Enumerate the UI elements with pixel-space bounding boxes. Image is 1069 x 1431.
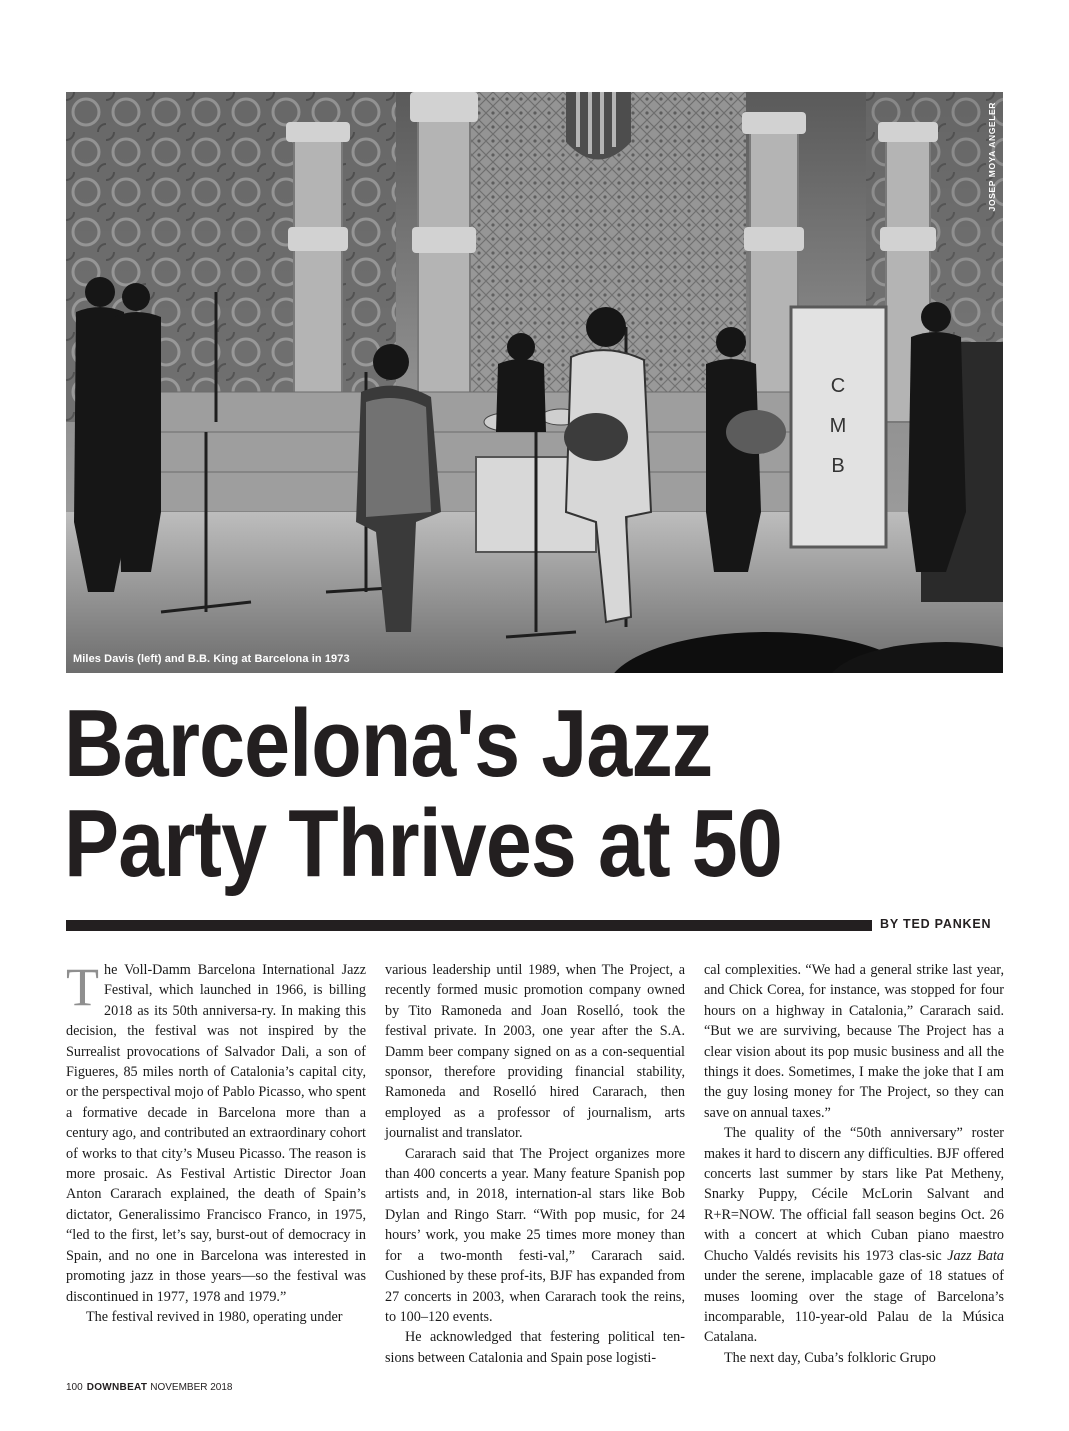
body-column-2 <box>385 960 685 1368</box>
paragraph: Cararach said that The Project organizes more than 400 concerts a year. Many feature Spanish pop artists and, in 2018, internation-al stars like Bob Dylan and Ringo Starr. “With pop music, for 24 hours’ work, you make 25 times more money than for a two-month festi-val,” Cararach said. Cushioned by these prof-its, BJF has expanded from 27 concerts in 2003, when Cararach took the reins, to 100–120 events. <box>385 1145 685 1325</box>
page-number: 100 <box>66 1382 83 1393</box>
issue-date: NOVEMBER 2018 <box>150 1382 233 1393</box>
photo-credit: JOSEP MOYA ANGELER <box>987 102 997 212</box>
paragraph: various leadership until 1989, when The Project, a recently formed music promotion company owned by Tito Ramoneda and Joan Roselló, took the festival private. In 2003, one year after the S.A. Damm beer company signed on as a con-sequential sponsor, therefore providing financial stability, Ramoneda and Roselló hired Cararach, then employed as a professor of journalism, arts journalist and translator. <box>385 962 685 1142</box>
paragraph-text: under the serene, implacable gaze of 18 statues of muses looming over the stage of Barcelona’s incomparable, 110-year-old Palau de la Música Catalana. <box>704 1268 1004 1346</box>
body-column-3 <box>704 960 1004 1368</box>
speaker-letter-2: M <box>829 415 847 437</box>
headline-line-2: Party Thrives at 50 <box>64 790 782 897</box>
paragraph <box>704 1123 1004 1347</box>
hero-photo <box>66 92 1003 673</box>
paragraph: He acknowledged that festering political ten-sions between Catalonia and Spain pose logisti- <box>385 1329 685 1366</box>
byline: BY TED PANKEN <box>880 917 992 931</box>
speaker-letter-1: C <box>830 375 846 397</box>
headline-rule <box>66 920 872 931</box>
paragraph-text: The quality of the “50th anniversary” roster makes it hard to discern any difficulties. BJF offered concerts last summer by stars like Pat Metheny, Snarky Puppy, Cécile McLorin Salvant and R+R=NOW. The official fall season begins Oct. 26 with a concert at which Cuban piano maestro Chucho Valdés revisits his 1973 clas-sic <box>704 1125 1004 1264</box>
page-folio <box>66 1382 233 1393</box>
paragraph: The next day, Cuba’s folkloric Grupo <box>724 1349 936 1366</box>
magazine-name: DOWNBEAT <box>86 1382 148 1393</box>
headline-line-1: Barcelona's Jazz <box>64 690 713 797</box>
body-column-1 <box>66 957 366 1327</box>
album-title: Jazz Bata <box>947 1247 1004 1264</box>
paragraph-text: he Voll-Damm Barcelona International Jazz Festival, which launched in 1966, is billing 2018 as its 50th anniversa-ry. In making this decision, the festival was not inspired by the Surrealist provocations of Salvador Dali, a son of Figueres, 85 miles north of Catalonia’s capital city, or the perspectival mojo of Pablo Picasso, who spent a formative decade in Barcelona more than a century ago, and contributed an extraordinary cohort of works to that city’s Museu Picasso. The reason is more prosaic. As Festival Artistic Director Joan Anton Cararach explained, the death of Spain’s dictator, Generalissimo Francisco Franco, in 1975, “led to the first, let’s say, burst-out of democracy in Spain, and no one in Barcelona was interested in promoting jazz in those years—so the festival was discontinued in 1977, 1978 and 1979.” <box>66 962 366 1305</box>
paragraph: cal complexities. “We had a general strike last year, and Chick Corea, for instance, was stopped for four hours on a highway in Catalonia,” Cararach said. “But we are surviving, because The Project has a clear vision about its pop music business and all the things it does. Sometimes, I make the joke that I am the guy losing money for The Project, so they can save on annual taxes.” <box>704 962 1004 1121</box>
drop-cap: T <box>66 957 99 1017</box>
speaker-letter-3: B <box>831 455 845 477</box>
paragraph <box>66 957 366 1307</box>
concert-photo-illustration <box>66 92 1003 673</box>
article-headline <box>64 690 890 897</box>
paragraph: The festival revived in 1980, operating under <box>86 1308 343 1325</box>
photo-caption: Miles Davis (left) and B.B. King at Barcelona in 1973 <box>73 653 350 665</box>
